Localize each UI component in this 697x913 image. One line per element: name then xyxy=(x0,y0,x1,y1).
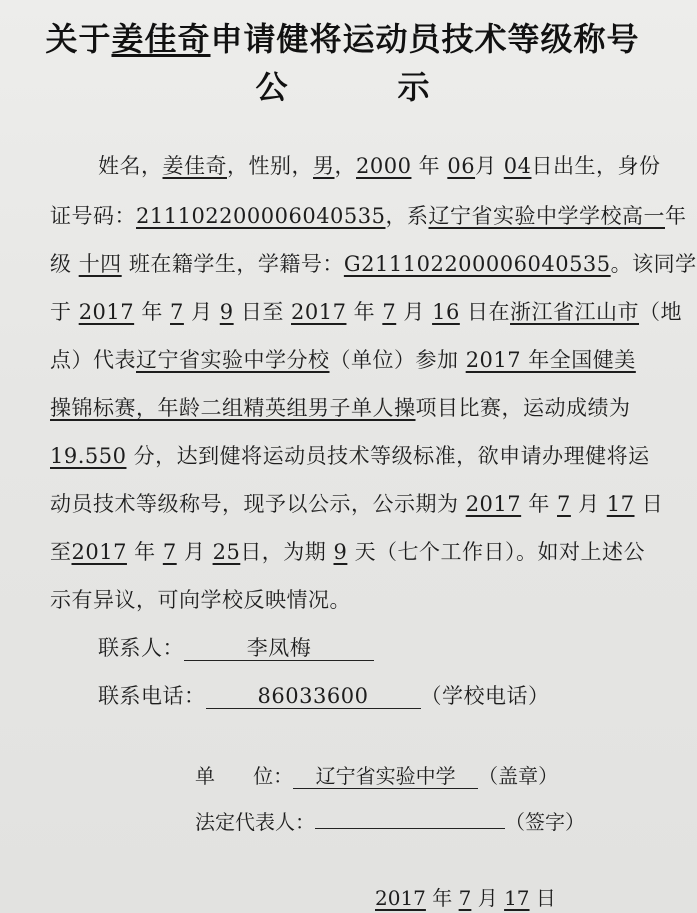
body-text-segment: 级 xyxy=(50,252,72,276)
body-text-segment: 十四 xyxy=(78,252,122,276)
contact-phone-value: 86033600 xyxy=(206,684,421,709)
subtitle-char-1: 公 xyxy=(255,68,288,106)
contact-phone-note: （学校电话） xyxy=(420,684,550,708)
body-text-segment: ， xyxy=(334,154,356,178)
body-text-segment: 16 xyxy=(432,300,460,324)
body-text-segment: G211102200006040535 xyxy=(343,252,611,276)
body-text-segment: 7 xyxy=(170,300,184,324)
body-text-segment: 2017 xyxy=(78,300,135,324)
body-text-segment: ，系 xyxy=(385,204,429,228)
body-text-segment: 2017 xyxy=(465,492,522,516)
body-text-segment: 天（七个工作日）。如对上述公 xyxy=(354,540,646,564)
body-text-segment: 姓名， xyxy=(98,154,163,178)
date-year: 2017 xyxy=(375,886,426,910)
body-text-segment: 年 xyxy=(141,300,163,324)
contact-phone-row xyxy=(98,680,665,710)
body-text-segment: 9 xyxy=(333,540,348,564)
contact-person-label: 联系人： xyxy=(98,636,184,660)
body-text-segment: 示有异议，可向学校反映情况。 xyxy=(50,588,351,612)
body-line-7 xyxy=(50,440,665,470)
body-text-segment: 211102200006040535 xyxy=(136,204,386,228)
legal-rep-signature-field xyxy=(315,828,505,829)
body-line-6 xyxy=(50,392,665,422)
body-text-segment: 月 xyxy=(191,300,213,324)
date-month: 7 xyxy=(458,886,472,910)
body-text-segment: 19.550 xyxy=(50,444,127,468)
legal-rep-row xyxy=(195,806,585,835)
document-title xyxy=(0,14,685,60)
title-suffix: 申请健将运动员技术等级称号 xyxy=(210,20,640,58)
legal-rep-note: （签字） xyxy=(505,810,585,834)
signing-date xyxy=(375,882,556,911)
title-applicant-name: 姜佳奇 xyxy=(111,20,211,58)
body-line-5 xyxy=(50,344,665,374)
body-text-segment: 年 xyxy=(134,540,156,564)
body-line-1 xyxy=(98,150,665,180)
date-day-unit: 日 xyxy=(535,886,556,910)
unit-note: （盖章） xyxy=(478,764,559,788)
body-text-segment: 9 xyxy=(219,300,234,324)
body-text-segment: 年 xyxy=(353,300,376,324)
body-text-segment: 点）代表 xyxy=(50,348,136,372)
body-text-segment: 2017 xyxy=(291,300,347,324)
body-text-segment: 日在 xyxy=(467,300,511,324)
body-text-segment: （单位）参加 xyxy=(329,348,459,372)
body-text-segment: 男 xyxy=(313,154,335,178)
legal-rep-label: 法定代表人： xyxy=(195,810,315,834)
body-text-segment: 2000 xyxy=(356,154,412,178)
title-prefix: 关于 xyxy=(45,20,112,58)
body-text-segment: 7 xyxy=(162,540,177,564)
body-text-segment: 动员技术等级称号，现予以公示，公示期为 xyxy=(50,492,459,516)
body-text-segment: 姜佳奇 xyxy=(162,154,227,178)
body-text-segment: 7 xyxy=(382,300,397,324)
body-text-segment: 浙江省江山市 xyxy=(510,300,640,324)
body-text-segment: 17 xyxy=(606,492,635,516)
body-text-segment: 项目比赛，运动成绩为 xyxy=(415,396,631,420)
body-line-9 xyxy=(50,536,665,566)
body-line-2 xyxy=(50,200,687,230)
body-text-segment: 04 xyxy=(503,154,532,178)
body-text-segment: 7 xyxy=(557,492,571,516)
body-line-10 xyxy=(50,584,665,614)
body-text-segment: 操锦标赛，年龄二组精英组男子单人操 xyxy=(50,396,416,420)
body-text-segment: 06 xyxy=(447,154,476,178)
body-text-segment: 2017 xyxy=(71,540,127,564)
body-text-segment: 日 xyxy=(641,492,664,516)
unit-label: 单 位： xyxy=(195,764,294,788)
body-text-segment: 月 xyxy=(403,300,425,324)
date-year-unit: 年 xyxy=(432,886,453,910)
unit-row xyxy=(195,760,558,789)
subtitle-char-2: 示 xyxy=(397,68,430,106)
unit-value: 辽宁省实验中学 xyxy=(293,764,478,789)
body-text-segment: ，性别， xyxy=(227,154,313,178)
body-line-3 xyxy=(50,248,697,278)
body-text-segment: 班在籍学生，学籍号： xyxy=(128,252,344,276)
body-text-segment: 。该同学 xyxy=(610,252,697,276)
body-text-segment: 日出生，身份 xyxy=(531,154,661,178)
body-text-segment: 至 xyxy=(50,540,72,564)
body-text-segment: （地 xyxy=(639,300,683,324)
date-day: 17 xyxy=(504,886,530,910)
body-text-segment: 年 xyxy=(418,154,441,178)
body-text-segment: 年 xyxy=(665,204,687,228)
document-subtitle xyxy=(0,62,685,108)
body-line-4 xyxy=(50,296,683,326)
body-text-segment: 25 xyxy=(212,540,241,564)
body-text-segment: 年 xyxy=(528,492,550,516)
body-text-segment: 日，为期 xyxy=(240,540,327,564)
body-text-segment: 月 xyxy=(183,540,206,564)
body-text-segment: 辽宁省实验中学学校高一 xyxy=(428,204,665,228)
body-text-segment: 日至 xyxy=(240,300,284,324)
body-text-segment: 证号码： xyxy=(50,204,136,228)
body-text-segment: 月 xyxy=(475,154,497,178)
date-month-unit: 月 xyxy=(477,886,498,910)
contact-person-value: 李凤梅 xyxy=(184,636,374,661)
body-text-segment: 分，达到健将运动员技术等级标准，欲申请办理健将运 xyxy=(133,444,650,468)
body-text-segment: 2017 年全国健美 xyxy=(465,348,636,372)
body-line-8 xyxy=(50,488,665,518)
contact-person-row xyxy=(98,632,665,662)
body-text-segment: 于 xyxy=(50,300,72,324)
body-text-segment: 月 xyxy=(578,492,600,516)
contact-phone-label: 联系电话： xyxy=(98,684,206,708)
body-text-segment: 辽宁省实验中学分校 xyxy=(136,348,330,372)
